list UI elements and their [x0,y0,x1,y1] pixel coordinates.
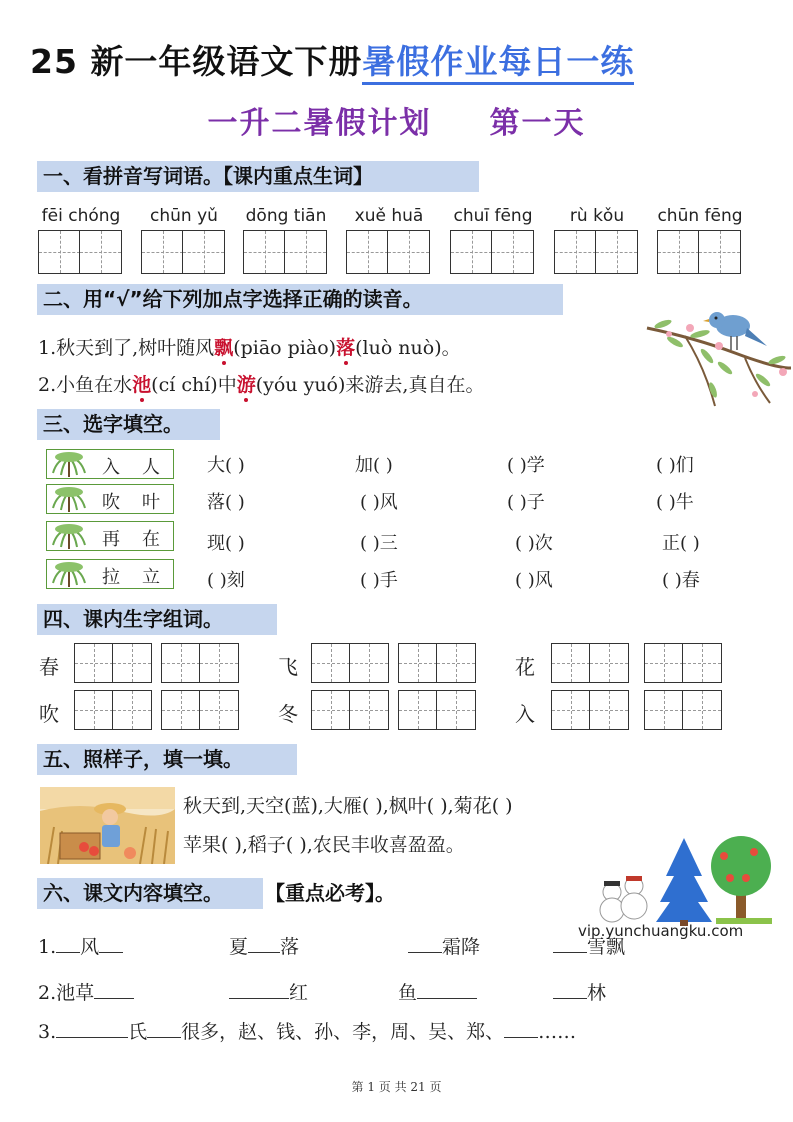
base-char: 飞 [278,655,298,679]
fill-cell[interactable]: ( )牛 [656,492,694,513]
tianzige-pair[interactable] [644,690,724,730]
pair-char: 在 [142,529,160,550]
reading-options[interactable]: (yóu yuó)来游去,真自在。 [255,374,485,396]
fill-cell[interactable]: 现( ) [207,533,245,554]
answer-blank[interactable] [56,1020,128,1038]
fill-cell[interactable]: ( )风 [515,570,553,591]
fill-cell[interactable]: 落( ) [207,492,245,513]
pair-char: 再 [102,529,120,550]
fill-cell[interactable]: ( )春 [662,570,700,591]
fill-item: 夏 落 [229,936,300,958]
fill-item: 霜降 [408,932,480,959]
section1-heading: 一、看拼音写词语。【课内重点生词】 [37,161,479,192]
pinyin-label: fēi chóng [41,206,121,226]
section5-heading: 五、照样子，填一填。 [37,744,297,775]
section2-heading: 二、用“√”给下列加点字选择正确的读音。 [37,284,563,315]
tianzige-pair[interactable] [551,690,631,730]
title-part2: 暑假作业每日一练 [362,42,634,85]
answer-blank[interactable] [248,935,280,953]
fill-cell[interactable]: ( )学 [507,455,545,476]
answer-blank[interactable] [553,981,587,999]
pinyin-label: chuī fēng [453,206,533,226]
base-char: 冬 [278,702,298,726]
pair-char: 叶 [142,492,160,513]
answer-blank[interactable] [99,935,123,953]
fill-cell[interactable]: 正( ) [662,533,700,554]
fill-item: 1. 风 [38,932,123,959]
tianzige-pair[interactable] [311,643,391,683]
subtitle-left: 一升二暑假计划 [207,106,432,141]
page-title [30,36,634,83]
answer-blank[interactable] [504,1020,538,1038]
answer-blank[interactable] [408,935,442,953]
title-part1: 25 新一年级语文下册 [30,42,363,81]
tianzige-pair[interactable] [243,230,329,274]
fill-cell[interactable]: ( )刻 [207,570,245,591]
tianzige-pair[interactable] [74,690,154,730]
fill-item: 2.池草 [38,978,134,1005]
section6-heading: 六、课文内容填空。 [37,878,263,909]
fill-item: 3. 氏 很多，赵、钱、孙、李，周、吴、郑、 …… [38,1021,577,1043]
pair-char: 立 [142,567,160,588]
bird-branch-illustration [645,298,793,410]
word-pair [46,449,174,479]
tianzige-pair[interactable] [398,690,478,730]
tianzige-pair[interactable] [346,230,432,274]
tianzige-pair[interactable] [551,643,631,683]
tianzige-pair[interactable] [554,230,640,274]
willow-icon [49,451,89,477]
answer-blank[interactable] [229,981,289,999]
fill-cell[interactable]: 加( ) [355,455,393,476]
word-pair [46,559,174,589]
base-char: 花 [515,655,535,679]
pinyin-label: rù kǒu [569,206,625,226]
answer-blank[interactable] [417,981,477,999]
farm-harvest-illustration [40,787,175,864]
answer-blank[interactable] [94,981,134,999]
tianzige-pair[interactable] [161,643,241,683]
fill-item: 林 [553,978,606,1005]
answer-blank[interactable] [56,935,80,953]
reading-options[interactable]: (cí chí)中 [151,374,237,396]
tianzige-pair[interactable] [161,690,241,730]
section6-heading-extra: 【重点必考】。 [265,881,395,905]
base-char: 春 [39,655,59,679]
base-char: 入 [515,702,535,726]
pinyin-label: chūn fēng [657,206,743,226]
reading-options[interactable]: (luò nuò)。 [355,337,461,359]
answer-blank[interactable] [147,1020,181,1038]
pinyin-label: chūn yǔ [150,206,218,226]
tianzige-pair[interactable] [657,230,743,274]
watermark-text: vip.yunchuangku.com [578,922,744,940]
fill-cell[interactable]: ( )们 [656,455,694,476]
fill-cell[interactable]: ( )次 [515,533,553,554]
pair-char: 入 [102,457,120,478]
pair-char: 人 [142,457,160,478]
subtitle-right: 第一天 [489,106,586,141]
word-pair [46,484,174,514]
pair-char: 吹 [102,492,120,513]
base-char: 吹 [39,702,59,726]
dotted-char: 落 [336,337,356,359]
fill-cell[interactable]: 大( ) [207,455,245,476]
willow-icon [49,523,89,549]
pinyin-label: xuě huā [354,206,424,226]
section4-heading: 四、课内生字组词。 [37,604,277,635]
word-pair [46,521,174,551]
fill-cell[interactable]: ( )子 [507,492,545,513]
tianzige-pair[interactable] [398,643,478,683]
pattern-line-1[interactable]: 秋天到,天空(蓝),大雁( ),枫叶( ),菊花( ) [183,795,513,817]
reading-options[interactable]: (piāo piào) [233,337,337,359]
question-line: 1.秋天到了,树叶随风飘(piāo piào)落(luò nuò)。 [38,337,461,359]
fill-cell[interactable]: ( )手 [360,570,398,591]
winter-scene-illustration [596,826,774,926]
dotted-char: 游 [236,374,256,396]
question-line: 2.小鱼在水池(cí chí)中游(yóu yuó)来游去,真自在。 [38,374,485,396]
tianzige-pair[interactable] [311,690,391,730]
page-subtitle [0,98,793,142]
section3-heading: 三、选字填空。 [37,409,220,440]
pair-char: 拉 [102,567,120,588]
pattern-line-2[interactable]: 苹果( ),稻子( ),农民丰收喜盈盈。 [183,834,465,856]
willow-icon [49,486,89,512]
willow-icon [49,561,89,587]
dotted-char: 飘 [214,337,234,359]
fill-cell[interactable]: ( )风 [360,492,398,513]
fill-item: 雪飘 [553,932,625,959]
fill-item: 红 [229,978,308,1005]
tianzige-pair[interactable] [141,230,227,274]
tianzige-pair[interactable] [38,230,124,274]
tianzige-pair[interactable] [74,643,154,683]
fill-cell[interactable]: ( )三 [360,533,398,554]
pinyin-label: dōng tiān [245,206,327,226]
tianzige-pair[interactable] [450,230,536,274]
tianzige-pair[interactable] [644,643,724,683]
page-footer: 第 1 页 共 21 页 [351,1080,442,1094]
dotted-char: 池 [132,374,152,396]
fill-item: 鱼 [398,978,477,1005]
